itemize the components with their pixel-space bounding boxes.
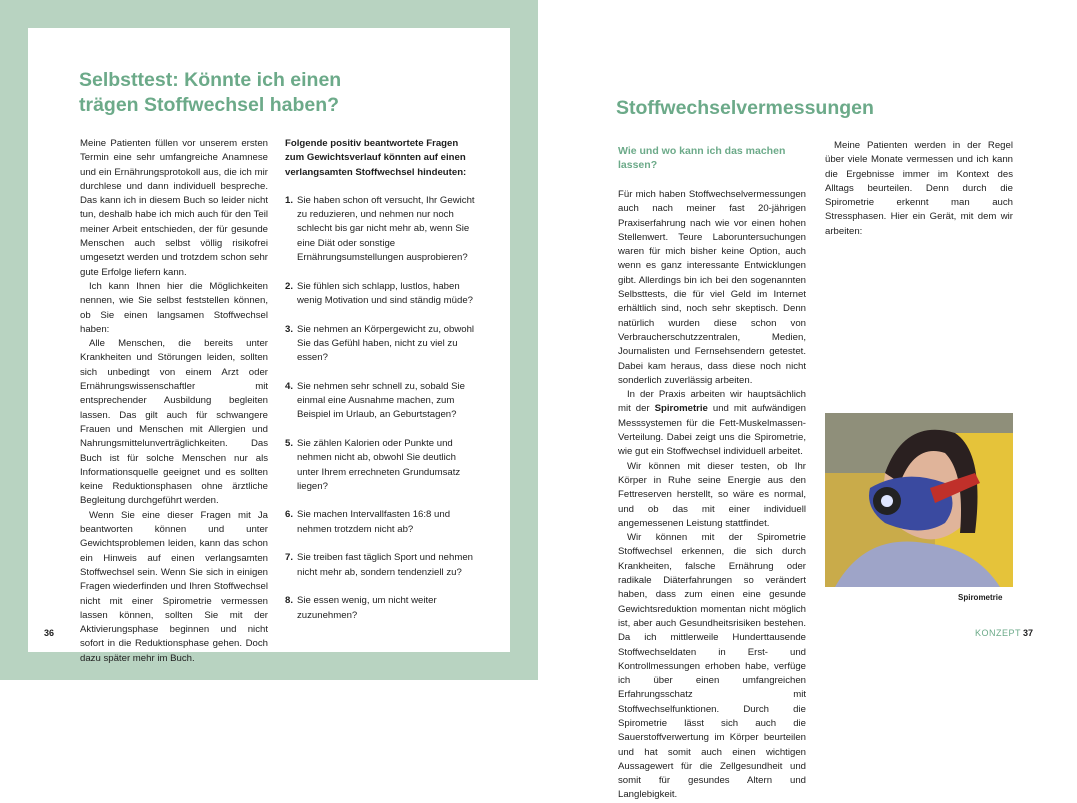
question-text: Sie treiben fast täglich Sport und nehmen nicht mehr ab, sondern tendenziell zu? [297, 552, 473, 578]
page-title: Selbsttest: Könnte ich einen trägen Stoffwechsel haben? [79, 69, 342, 116]
question-number: 3. [285, 323, 294, 335]
text: In der Praxis arbeiten wir hauptsächlich mit der [618, 389, 806, 415]
question-item [285, 380, 477, 423]
question-item [285, 280, 477, 309]
question-item [285, 194, 477, 265]
subheading: Wie und wo kann ich das machen lassen? [618, 145, 786, 171]
question-item [285, 437, 477, 494]
paragraph: Ich kann Ihnen hier die Möglichkeiten nennen, wie Sie selbst feststellen können, ob Sie einen langsamen Stoffwechsel haben: [80, 280, 268, 335]
paragraph [618, 388, 806, 459]
question-text: Sie nehmen an Körpergewicht zu, obwohl Sie das Gefühl haben, nicht zu viel zu essen? [297, 323, 475, 364]
questions-intro: Folgende positiv beantwortete Fragen zum Gewichtsverlauf könnten auf einen verlangsamten Stoffwechsel hindeuten: [285, 138, 467, 178]
question-item [285, 551, 477, 580]
question-item [285, 323, 477, 366]
page-number: 36 [44, 628, 55, 638]
page-title: Stoffwechselvermessungen [616, 97, 874, 119]
paragraph: Alle Menschen, die bereits unter Krankheiten und Störungen leiden, sollten sich unbedingt von einem Arzt oder Ernährungswissenschaftler mit entsprechender Ausbildung begleiten lassen. Das gilt auch für schwangere Frauen und Menschen mit Allergien und Nahrungsmittelunverträglichkeiten. Das Buch ist für solche Menschen nur als Informationsquelle geeignet und es sollten keine Reduktionsphasen ohne ärztliche Begleitung durchgeführt werden. [80, 338, 268, 507]
question-number: 5. [285, 437, 294, 449]
question-number: 8. [285, 595, 294, 607]
left-page [28, 28, 510, 664]
section-label: KONZEPT [975, 628, 1022, 638]
question-number: 2. [285, 280, 294, 292]
question-text: Sie essen wenig, um nicht weiter zuzunehmen? [297, 595, 437, 621]
questions-column [285, 137, 477, 637]
question-number: 6. [285, 509, 294, 521]
paragraph: Für mich haben Stoffwechselvermessungen auch nach meiner fast 20-jährigen Praxiserfahrung nach wie vor einen hohen Stellenwert. Teure Laboruntersuchungen waren für mich bisher keine Option, auch wenn es ganz interessante Entwicklungen gibt. Allerdings bin ich bei den sogenannten Selbsttests, die für viel Geld im Internet erhältlich sind, noch sehr skeptisch. Denn natürlich wurden diese schon von Verbraucherschutzzentralen, Medien, Journalisten und Fernsehsendern getestet. Dabei kam heraus, dass diese noch nicht sonderlich zuverlässig arbeiten. [618, 189, 806, 386]
paragraph: Meine Patienten werden in der Regel über viele Monate vermessen und ich kann die Ergebnisse immer im Kontext des Alltags beurteilen. Denn durch die Spirometrie erkennt man auch Stressphasen. Hier ein Gerät, mit dem wir arbeiten: [825, 140, 1013, 237]
paragraph: Wir können mit dieser testen, ob Ihr Körper in Ruhe seine Energie aus den Fettreserven herstellt, so wäre es normal, und ob das mit einer individuell angemessenen Leistung stattfindet. [618, 460, 806, 529]
question-number: 4. [285, 380, 294, 392]
page-number: 37 [1023, 628, 1034, 638]
text: und mit aufwändigen Messsystemen für die Fett-Muskelmassen-Verteilung. Dabei zeigt uns die Spirometrie, wie gut ein Stoffwechsel individuell arbeitet. [618, 403, 806, 458]
question-text: Sie haben schon oft versucht, Ihr Gewicht zu reduzieren, und nehmen nur noch schlecht bis gar nicht mehr ab, wenn Sie eine Diät oder sonstige Ernährungsumstellungen ausprobieren? [297, 194, 475, 264]
question-item [285, 508, 477, 537]
photo-caption: Spirometrie [958, 593, 1003, 602]
paragraph: Meine Patienten füllen vor unserem ersten Termin eine sehr umfangreiche Anamnese und ein Ernährungsprotokoll aus, die ich mir durchlese und dann individuell bespreche. Das kann ich in diesem Buch so leider nicht tun, deshalb habe ich mich auch für den Teil meiner Arbeit entschieden, der für gesunde Menschen auch selbst völlig risikofrei umgesetzt werden und trotzdem schon sehr gute Erfolge liefern kann. [80, 138, 268, 278]
question-text: Sie fühlen sich schlapp, lustlos, haben wenig Motivation und sind ständig müde? [297, 280, 473, 306]
paragraph: Wir können mit der Spirometrie Stoffwechsel erkennen, die sich durch Krankheiten, falsche Ernährung oder radikale Diäterfahrungen so verändert haben, dass zum einen eine gesunde Gewichtsreduktion momentan nicht möglich ist, aber auch Gesundheitsrisiken bestehen. Da ich mittlerweile Hunderttausende Stoffwechseldaten in Erst- und Kontrollmessungen erhoben habe, verfüge ich über einen umfangreichen Erfahrungsschatz mit Stoffwechselfunktionen. Durch die Spirometrie lässt sich auch die Sauerstoffverwertung im Körper beurteilen und hat somit auch einen wichtigen Aussagewert für die Zellgesundheit und somit für gesundes Altern und Langlebigkeit. [618, 532, 806, 801]
question-item [285, 594, 477, 623]
spirometry-photo [825, 413, 1013, 587]
right-column-1 [618, 144, 806, 801]
question-text: Sie zählen Kalorien oder Punkte und nehmen nicht ab, obwohl Sie deutlich unter Ihrem errechneten Grundumsatz liegen? [297, 437, 461, 492]
left-column [80, 137, 268, 666]
question-text: Sie machen Intervallfasten 16:8 und nehmen trotzdem nicht ab? [297, 509, 451, 535]
bold-term: Spirometrie [654, 403, 708, 415]
question-number: 7. [285, 552, 294, 564]
right-column-2 [825, 139, 1013, 239]
question-number: 1. [285, 194, 294, 206]
paragraph: Wenn Sie eine dieser Fragen mit Ja beantworten können und unter Gewichtsproblemen leiden, kann das schon ein Hinweis auf einen verlangsamten Stoffwechsel sein. Wenn Sie sich in einigen Fragen wiederfinden und Ihren Stoffwechsel nicht mit einer Spirometrie vermessen lassen können, sollten Sie mit der Aktivierungsphase beginnen und nicht sofort in die Reduktionsphase gehen. Doch dazu später mehr im Buch. [80, 509, 268, 664]
right-page [538, 0, 1077, 801]
question-text: Sie nehmen sehr schnell zu, sobald Sie einmal eine Ausnahme machen, zum Beispiel im Urlaub, an Geburtstagen? [297, 380, 465, 421]
